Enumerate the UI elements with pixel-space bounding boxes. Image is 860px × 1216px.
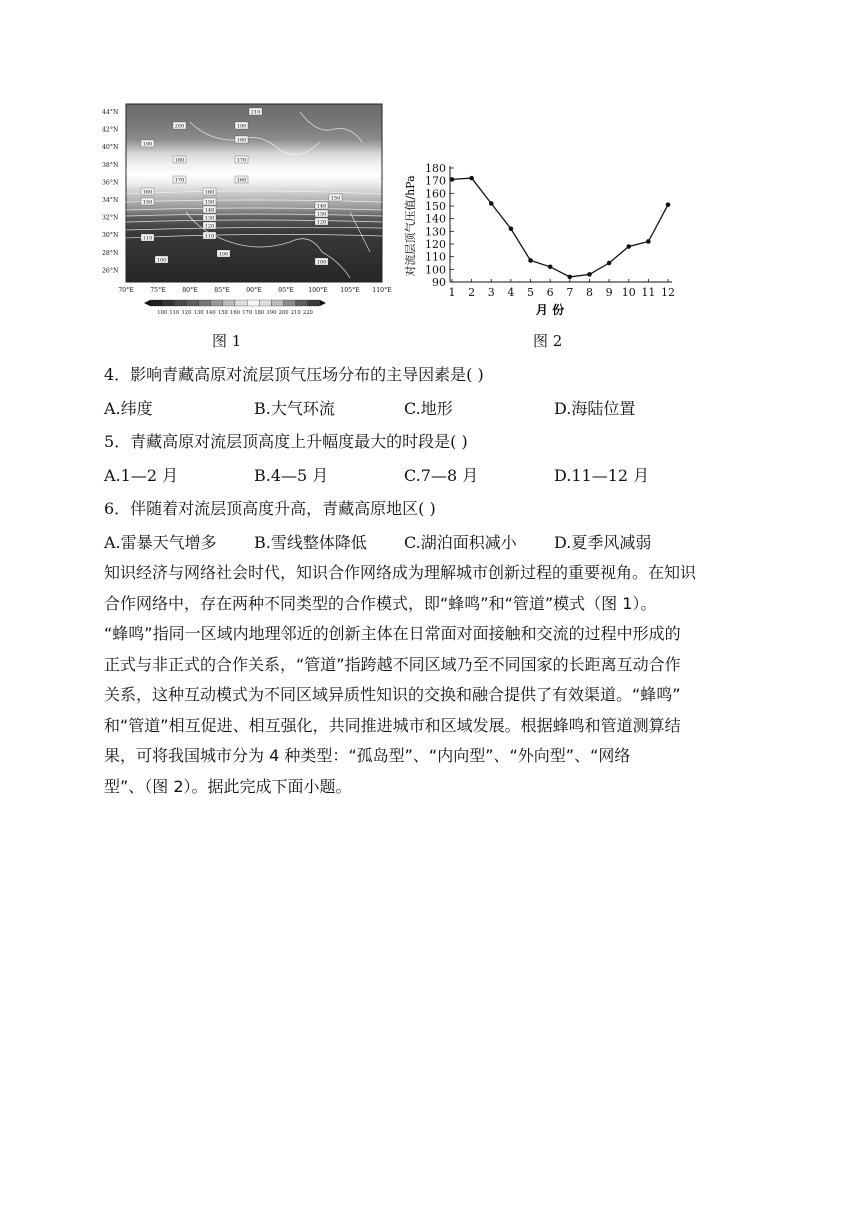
legend-swatch [284, 300, 296, 306]
y-tick-label: 180 [425, 162, 446, 175]
longitude-label: 80°E [182, 287, 198, 294]
svg-text:100: 100 [316, 259, 327, 266]
longitude-label: 75°E [150, 287, 166, 294]
svg-text:170: 170 [174, 177, 185, 184]
x-axis-label: 月 份 [535, 303, 565, 317]
q4-option-c: C.地形 [404, 399, 453, 418]
figure1-contour-map [100, 102, 392, 320]
reading-passage [104, 558, 744, 802]
isobar-tag [173, 122, 186, 130]
isobar-tag [315, 202, 328, 210]
isobar-tag [141, 234, 154, 242]
x-tick-label: 2 [468, 286, 476, 299]
isobar-tag [217, 250, 230, 258]
svg-text:120: 120 [316, 219, 327, 226]
legend-swatch [223, 300, 235, 306]
isobar-tag [141, 140, 154, 148]
svg-text:130: 130 [316, 211, 327, 218]
legend-swatch [150, 300, 162, 306]
y-tick-label: 110 [425, 250, 446, 264]
x-tick-label: 8 [585, 286, 593, 299]
legend-label: 180 [254, 310, 265, 316]
longitude-label: 70°E [118, 287, 134, 294]
q5-option-b: B.4—5 月 [254, 466, 329, 485]
isobar-tag [329, 194, 342, 202]
svg-text:150: 150 [204, 199, 215, 206]
isobar-tag [203, 188, 216, 196]
svg-text:210: 210 [250, 109, 261, 116]
latitude-label: 36°N [102, 179, 119, 187]
x-tick-label: 9 [605, 286, 613, 299]
y-axis-label: 对流层顶气压值/hPa [404, 175, 417, 277]
data-point [469, 176, 474, 181]
isobar-tag [141, 198, 154, 206]
longitude-label: 105°E [340, 287, 360, 294]
legend-label: 160 [230, 310, 240, 316]
x-tick-label: 11 [641, 286, 656, 299]
data-point [568, 275, 573, 280]
legend-swatch [162, 300, 174, 306]
svg-text:160: 160 [204, 189, 215, 196]
latitude-label: 44°N [102, 109, 119, 116]
color-legend [144, 300, 326, 316]
y-tick-label: 120 [425, 238, 446, 251]
latitude-label: 38°N [102, 161, 119, 169]
latitude-label: 26°N [102, 267, 119, 275]
svg-text:150: 150 [142, 199, 153, 206]
svg-text:100: 100 [218, 251, 229, 258]
svg-text:100: 100 [156, 257, 167, 264]
svg-text:200: 200 [174, 123, 185, 130]
latitude-label: 42°N [102, 126, 119, 134]
isobar-tag [315, 218, 328, 226]
latitude-labels [102, 109, 119, 274]
data-point [489, 201, 494, 206]
legend-swatch [211, 300, 223, 306]
y-tick-label: 150 [425, 200, 446, 213]
legend-swatch [308, 300, 320, 306]
x-tick-label: 3 [487, 286, 495, 299]
passage-line: “蜂鸣”指同一区域内地理邻近的创新主体在日常面对面接触和交流的过程中形成的 [104, 624, 681, 643]
longitude-label: 100°E [308, 287, 328, 294]
y-tick-label: 100 [425, 263, 446, 277]
legend-label: 150 [217, 310, 228, 316]
legend-swatch [296, 300, 308, 306]
isobar-tag [203, 232, 216, 240]
legend-label: 200 [278, 310, 289, 316]
isobar-tag [155, 256, 168, 264]
q6-option-a: A.雷暴天气增多 [104, 533, 217, 552]
map-field [126, 104, 382, 282]
longitude-label: 95°E [278, 287, 294, 294]
isobar-tag [203, 214, 216, 222]
svg-text:110: 110 [204, 233, 215, 240]
data-point [626, 244, 631, 249]
isobar-tag [203, 206, 216, 214]
legend-arrow-right [320, 300, 326, 306]
y-tick-label: 90 [432, 276, 446, 289]
y-tick-label: 170 [425, 174, 446, 188]
svg-text:180: 180 [174, 157, 185, 164]
y-tick-label: 140 [425, 212, 446, 226]
data-point [607, 261, 612, 266]
legend-label: 170 [242, 310, 253, 316]
legend-label: 210 [290, 310, 301, 316]
x-tick-label: 5 [527, 286, 535, 299]
isobar-tag [315, 258, 328, 266]
latitude-label: 40°N [102, 144, 119, 152]
svg-text:150: 150 [330, 195, 341, 202]
passage-line: 正式与非正式的合作关系，“管道”指跨越不同区域乃至不同国家的长距离互动合作 [104, 654, 681, 674]
q6-option-b: B.雪线整体降低 [254, 533, 367, 552]
legend-label: 100 [157, 310, 168, 316]
series-line [452, 178, 668, 277]
legend-label: 120 [181, 310, 192, 316]
data-point [587, 272, 592, 277]
q5-option-c: C.7—8 月 [404, 466, 479, 485]
legend-arrow-left [144, 300, 150, 306]
data-point [450, 177, 455, 182]
svg-text:190: 190 [142, 141, 153, 148]
isobar-tag [235, 136, 248, 144]
legend-swatch [174, 300, 186, 306]
data-point [646, 239, 651, 244]
x-tick-label: 6 [546, 286, 554, 299]
svg-text:140: 140 [204, 207, 215, 214]
svg-text:120: 120 [204, 223, 215, 230]
x-tick-label: 4 [507, 286, 515, 299]
isobar-tag [173, 156, 186, 164]
data-point [666, 202, 671, 207]
isobar-tag [315, 210, 328, 218]
legend-swatch [199, 300, 211, 306]
svg-text:130: 130 [204, 215, 215, 222]
figure2-line-chart [400, 160, 690, 320]
x-tick-label: 10 [621, 286, 636, 299]
chart-axes [450, 166, 672, 282]
q6-option-d: D.夏季风减弱 [554, 533, 652, 552]
isobar-tag [203, 222, 216, 230]
q4-option-b: B.大气环流 [254, 399, 335, 418]
legend-swatch [271, 300, 283, 306]
q5-option-a: A.1—2 月 [104, 466, 179, 485]
q4-option-d: D.海陆位置 [554, 399, 636, 418]
q5-option-d: D.11—12 月 [554, 466, 650, 485]
isobar-tag [235, 176, 248, 184]
y-tick-label: 160 [425, 187, 446, 201]
isobar-tag [203, 198, 216, 206]
passage-line: 知识经济与网络社会时代，知识合作网络成为理解城市创新过程的重要视角。在知识 [104, 563, 697, 582]
longitude-label: 85°E [214, 287, 230, 294]
data-point [528, 258, 533, 263]
svg-text:110: 110 [142, 235, 153, 242]
legend-label: 220 [302, 310, 313, 316]
x-tick-label: 1 [448, 286, 456, 299]
figure1-caption: 图 1 [212, 332, 242, 350]
data-point [509, 227, 514, 232]
svg-text:160: 160 [142, 189, 153, 196]
legend-swatch [259, 300, 271, 306]
legend-label: 130 [193, 310, 204, 316]
passage-line: 果，可将我国城市分为 4 种类型：“孤岛型”、“内向型”、“外向型”、“网络 [104, 746, 631, 765]
svg-text:140: 140 [316, 203, 327, 210]
q4-option-a: A.纬度 [104, 399, 153, 418]
svg-text:180: 180 [236, 137, 247, 144]
isobar-tag [249, 108, 262, 116]
question-4-stem: 4．影响青藏高原对流层顶气压场分布的主导因素是( ) [104, 365, 484, 384]
passage-line: 型”、（图 2）。据此完成下面小题。 [104, 776, 352, 796]
isobar-tag [235, 122, 248, 130]
longitude-label: 110°E [372, 287, 392, 294]
svg-text:160: 160 [236, 177, 247, 184]
isobar-tag [141, 188, 154, 196]
data-point [548, 265, 553, 270]
legend-swatch [235, 300, 247, 306]
svg-text:190: 190 [236, 123, 247, 130]
series-points [450, 176, 671, 279]
latitude-label: 34°N [102, 197, 119, 204]
q6-option-c: C.湖泊面积减小 [404, 533, 517, 552]
passage-line: 和“管道”相互促进、相互强化，共同推进城市和区域发展。根据蜂鸣和管道测算结 [104, 715, 681, 735]
legend-swatch [247, 300, 259, 306]
isobar-tag [173, 176, 186, 184]
passage-line: 关系，这种互动模式为不同区域异质性知识的交换和融合提供了有效渠道。“蜂鸣” [104, 685, 681, 704]
legend-label: 110 [169, 310, 180, 316]
latitude-label: 30°N [102, 232, 119, 240]
longitude-label: 90°E [246, 287, 262, 294]
latitude-label: 28°N [102, 249, 119, 257]
legend-label: 190 [266, 310, 277, 316]
x-tick-label: 7 [566, 286, 574, 299]
figure2-caption: 图 2 [533, 332, 563, 350]
svg-text:170: 170 [236, 157, 247, 164]
legend-swatch [186, 300, 198, 306]
latitude-label: 32°N [102, 214, 119, 222]
question-5-stem: 5．青藏高原对流层顶高度上升幅度最大的时段是( ) [104, 432, 468, 451]
y-tick-label: 130 [425, 225, 446, 239]
isobar-tag [235, 156, 248, 164]
x-tick-label: 12 [661, 286, 675, 299]
legend-label: 140 [205, 310, 216, 316]
longitude-labels [118, 287, 392, 294]
question-6-stem: 6．伴随着对流层顶高度升高，青藏高原地区( ) [104, 499, 436, 518]
passage-line: 合作网络中，存在两种不同类型的合作模式，即“蜂鸣”和“管道”模式（图 1）。 [104, 593, 657, 613]
